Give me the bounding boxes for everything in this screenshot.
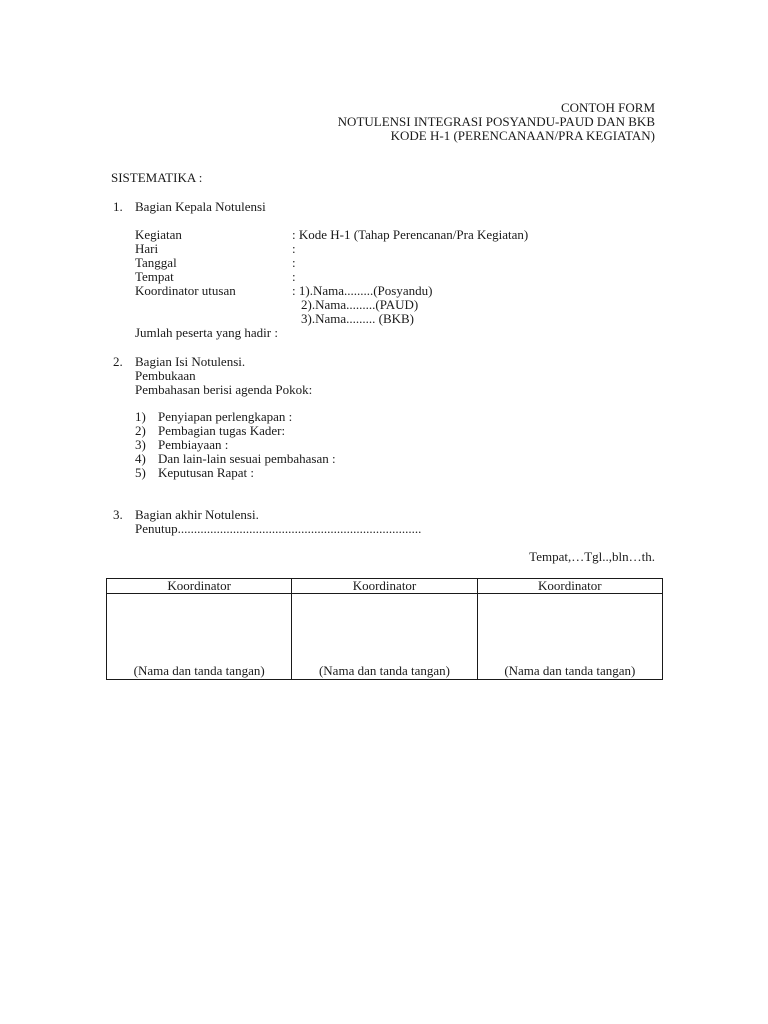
agenda-item-number: 4) — [135, 451, 146, 466]
agenda-item-text: Dan lain-lain sesuai pembahasan : — [158, 451, 336, 466]
field-value-kegiatan: : Kode H-1 (Tahap Perencanan/Pra Kegiatan) — [292, 227, 529, 242]
signature-cell: (Nama dan tanda tangan) — [107, 594, 292, 680]
signature-table — [106, 578, 663, 680]
form-label: CONTOH FORM — [560, 100, 655, 115]
place-date: Tempat,…Tgl..,bln…th. — [529, 549, 655, 564]
agenda-item-number: 1) — [135, 409, 146, 424]
section-1-number: 1. — [113, 199, 123, 214]
agenda-item-text: Pembiayaan : — [158, 437, 229, 452]
coordinator-bkb: 3).Nama......... (BKB) — [301, 311, 415, 326]
section-3-title: Bagian akhir Notulensi. — [135, 507, 259, 522]
field-value-tanggal: : — [292, 255, 296, 270]
section-3-number: 3. — [113, 507, 123, 522]
agenda-item-number: 3) — [135, 437, 146, 452]
signature-header: Koordinator — [477, 579, 662, 594]
field-label-koordinator: Koordinator utusan — [135, 283, 236, 298]
signature-header: Koordinator — [292, 579, 477, 594]
agenda-item-number: 5) — [135, 465, 146, 480]
section-1-title: Bagian Kepala Notulensi — [135, 199, 266, 214]
signature-cell: (Nama dan tanda tangan) — [292, 594, 477, 680]
agenda-item-text: Penyiapan perlengkapan : — [158, 409, 293, 424]
signature-cell: (Nama dan tanda tangan) — [477, 594, 662, 680]
closing-text: Penutup........................................................................... — [135, 521, 422, 536]
section-2-title: Bagian Isi Notulensi. — [135, 354, 246, 369]
field-label-kegiatan: Kegiatan — [135, 227, 182, 242]
field-label-tanggal: Tanggal — [135, 255, 177, 270]
opening-text: Pembukaan — [135, 368, 196, 383]
field-label-tempat: Tempat — [135, 269, 174, 284]
field-value-tempat: : — [292, 269, 296, 284]
field-value-koordinator: : 1).Nama.........(Posyandu) — [292, 283, 433, 298]
sistematika-heading: SISTEMATIKA : — [111, 170, 203, 185]
section-2-number: 2. — [113, 354, 123, 369]
field-value-hari: : — [292, 241, 296, 256]
agenda-intro: Pembahasan berisi agenda Pokok: — [135, 382, 313, 397]
coordinator-paud: 2).Nama.........(PAUD) — [301, 297, 419, 312]
agenda-item-text: Pembagian tugas Kader: — [158, 423, 286, 438]
form-title: NOTULENSI INTEGRASI POSYANDU-PAUD DAN BKB — [337, 114, 655, 129]
signature-header: Koordinator — [107, 579, 292, 594]
participants-count: Jumlah peserta yang hadir : — [135, 325, 278, 340]
form-code: KODE H-1 (PERENCANAAN/PRA KEGIATAN) — [390, 128, 655, 143]
field-label-hari: Hari — [135, 241, 159, 256]
agenda-item-text: Keputusan Rapat : — [158, 465, 255, 480]
agenda-item-number: 2) — [135, 423, 146, 438]
